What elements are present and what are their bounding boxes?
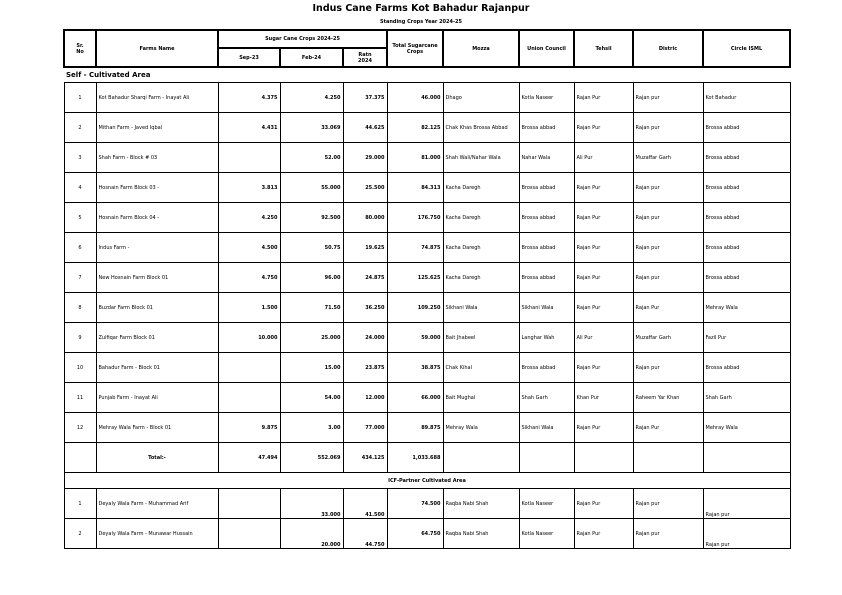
sr-cell: 10 bbox=[64, 353, 96, 383]
union-council-cell: Langhar Wah bbox=[519, 323, 574, 353]
self-cultivated-rows bbox=[64, 83, 790, 443]
table-row bbox=[64, 83, 790, 113]
district-cell: Rajan pur bbox=[633, 263, 703, 293]
total-mozza bbox=[443, 443, 519, 473]
table-row bbox=[64, 413, 790, 443]
union-council-cell: Kotla Naseer bbox=[519, 489, 574, 519]
feb-cell: 4.250 bbox=[280, 83, 343, 113]
sr-cell: 4 bbox=[64, 173, 96, 203]
table-row bbox=[64, 353, 790, 383]
feb-cell: 96.00 bbox=[280, 263, 343, 293]
total-ratn: 434.125 bbox=[343, 443, 387, 473]
tehsil-cell: Rajan Pur bbox=[574, 353, 633, 383]
ratn-cell: 19.625 bbox=[343, 233, 387, 263]
union-council-cell: Shah Garh bbox=[519, 383, 574, 413]
ratn-cell: 25.500 bbox=[343, 173, 387, 203]
mozza-cell: Chak Khas Brossa Abbad bbox=[443, 113, 519, 143]
ratn-cell: 44.750 bbox=[343, 519, 387, 549]
total-cell: 38.875 bbox=[387, 353, 443, 383]
mozza-cell: Kacha Daregh bbox=[443, 203, 519, 233]
tehsil-cell: Khan Pur bbox=[574, 383, 633, 413]
ratn-cell: 44.625 bbox=[343, 113, 387, 143]
circle-cell: Brossa abbad bbox=[703, 173, 790, 203]
sr-cell: 1 bbox=[64, 489, 96, 519]
ratn-cell: 24.000 bbox=[343, 323, 387, 353]
ratn-cell: 23.875 bbox=[343, 353, 387, 383]
header-sep: Sep-23 bbox=[218, 48, 280, 67]
sep-cell bbox=[218, 353, 280, 383]
sep-cell: 4.375 bbox=[218, 83, 280, 113]
total-cell: 74.875 bbox=[387, 233, 443, 263]
tehsil-cell: Rajan Pur bbox=[574, 233, 633, 263]
circle-cell: Brossa abbad bbox=[703, 233, 790, 263]
feb-cell: 3.00 bbox=[280, 413, 343, 443]
total-cell: 125.625 bbox=[387, 263, 443, 293]
ratn-cell: 41.500 bbox=[343, 489, 387, 519]
total-circle bbox=[703, 443, 790, 473]
total-cell: 46.000 bbox=[387, 83, 443, 113]
sr-cell: 5 bbox=[64, 203, 96, 233]
sr-cell: 11 bbox=[64, 383, 96, 413]
mozza-cell: Mehray Wala bbox=[443, 413, 519, 443]
header-circle: Circle ISML bbox=[703, 30, 790, 67]
feb-cell: 52.00 bbox=[280, 143, 343, 173]
standing-crops-table bbox=[63, 29, 791, 549]
header-ratn: Ratn 2024 bbox=[343, 48, 387, 67]
circle-cell: Brossa abbad bbox=[703, 113, 790, 143]
section-self-cultivated: Self - Cultivated Area bbox=[64, 67, 790, 83]
union-council-cell: Brossa abbad bbox=[519, 353, 574, 383]
tehsil-cell: Rajan Pur bbox=[574, 293, 633, 323]
feb-cell: 50.75 bbox=[280, 233, 343, 263]
header-mozza: Mozza bbox=[443, 30, 519, 67]
table-row bbox=[64, 489, 790, 519]
feb-cell: 25.000 bbox=[280, 323, 343, 353]
circle-cell: Shah Garh bbox=[703, 383, 790, 413]
farm-name-cell: Deyaly Wala Farm - Muhammad Arif bbox=[96, 489, 218, 519]
union-council-cell: Kotla Naseer bbox=[519, 519, 574, 549]
tehsil-cell: Rajan Pur bbox=[574, 113, 633, 143]
total-union bbox=[519, 443, 574, 473]
sr-cell: 12 bbox=[64, 413, 96, 443]
district-cell: Rajan pur bbox=[633, 203, 703, 233]
total-cell: 89.875 bbox=[387, 413, 443, 443]
farm-name-cell: Kot Bahadur Sharqi Farm - Inayat Ali bbox=[96, 83, 218, 113]
ratn-cell: 77.000 bbox=[343, 413, 387, 443]
farm-name-cell: Bahadur Farm - Block 01 bbox=[96, 353, 218, 383]
tehsil-cell: Rajan Pur bbox=[574, 83, 633, 113]
header-sr-no: Sr. No bbox=[64, 30, 96, 67]
farm-name-cell: Mehray Wala Farm - Block 01 bbox=[96, 413, 218, 443]
mozza-cell: Bait Jhabeel bbox=[443, 323, 519, 353]
district-cell: Rajan Pur bbox=[633, 293, 703, 323]
farm-name-cell: Buzdar Farm Block 01 bbox=[96, 293, 218, 323]
circle-cell: Brossa abbad bbox=[703, 143, 790, 173]
table-row bbox=[64, 293, 790, 323]
tehsil-cell: Rajan Pur bbox=[574, 489, 633, 519]
header-feb: Feb-24 bbox=[280, 48, 343, 67]
feb-cell: 15.00 bbox=[280, 353, 343, 383]
total-district bbox=[633, 443, 703, 473]
feb-cell: 55.000 bbox=[280, 173, 343, 203]
ratn-cell: 29.000 bbox=[343, 143, 387, 173]
total-label: Total:- bbox=[96, 443, 218, 473]
header-farm-name: Farms Name bbox=[96, 30, 218, 67]
feb-cell: 33.000 bbox=[280, 489, 343, 519]
district-cell: Rajan pur bbox=[633, 233, 703, 263]
ratn-cell: 36.250 bbox=[343, 293, 387, 323]
total-cell: 84.313 bbox=[387, 173, 443, 203]
feb-cell: 71.50 bbox=[280, 293, 343, 323]
tehsil-cell: Ali Pur bbox=[574, 323, 633, 353]
union-council-cell: Brossa abbad bbox=[519, 203, 574, 233]
ratn-cell: 12.000 bbox=[343, 383, 387, 413]
total-cell: 81.000 bbox=[387, 143, 443, 173]
union-council-cell: Brossa abbad bbox=[519, 263, 574, 293]
circle-cell: Brossa abbad bbox=[703, 203, 790, 233]
sr-cell: 3 bbox=[64, 143, 96, 173]
total-sep: 47.494 bbox=[218, 443, 280, 473]
circle-cell: Rajan pur bbox=[703, 489, 790, 519]
tehsil-cell: Rajan Pur bbox=[574, 263, 633, 293]
table-row bbox=[64, 383, 790, 413]
total-cell: 74.500 bbox=[387, 489, 443, 519]
farm-name-cell: Indus Farm - bbox=[96, 233, 218, 263]
mozza-cell: Sikhani Wala bbox=[443, 293, 519, 323]
total-cell: 176.750 bbox=[387, 203, 443, 233]
circle-cell: Fazil Pur bbox=[703, 323, 790, 353]
table-row bbox=[64, 203, 790, 233]
union-council-cell: Kotla Naseer bbox=[519, 83, 574, 113]
union-council-cell: Brossa abbad bbox=[519, 173, 574, 203]
sr-cell: 2 bbox=[64, 519, 96, 549]
district-cell: Rajan pur bbox=[633, 83, 703, 113]
feb-cell: 20.000 bbox=[280, 519, 343, 549]
district-cell: Muzaffar Garh bbox=[633, 143, 703, 173]
sr-cell: 1 bbox=[64, 83, 96, 113]
partner-cultivated-rows bbox=[64, 489, 790, 549]
sr-cell: 8 bbox=[64, 293, 96, 323]
sr-cell: 9 bbox=[64, 323, 96, 353]
document-subtitle: Standing Crops Year 2024-25 bbox=[379, 19, 463, 25]
farm-name-cell: Deyaly Wala Farm - Munawar Hussain bbox=[96, 519, 218, 549]
ratn-cell: 37.375 bbox=[343, 83, 387, 113]
sr-cell: 2 bbox=[64, 113, 96, 143]
tehsil-cell: Rajan Pur bbox=[574, 203, 633, 233]
sep-cell: 4.431 bbox=[218, 113, 280, 143]
mozza-cell: Shah Wali/Nahar Wala bbox=[443, 143, 519, 173]
union-council-cell: Sikhani Wala bbox=[519, 413, 574, 443]
total-sr bbox=[64, 443, 96, 473]
table-row bbox=[64, 113, 790, 143]
total-cell: 59.000 bbox=[387, 323, 443, 353]
total-tehsil bbox=[574, 443, 633, 473]
header-tehsil: Tehsil bbox=[574, 30, 633, 67]
district-cell: Rajan pur bbox=[633, 489, 703, 519]
table-row bbox=[64, 143, 790, 173]
circle-cell: Mehray Wala bbox=[703, 293, 790, 323]
circle-cell: Brossa abbad bbox=[703, 263, 790, 293]
total-cell: 64.750 bbox=[387, 519, 443, 549]
mozza-cell: Kacha Daregh bbox=[443, 173, 519, 203]
tehsil-cell: Rajan Pur bbox=[574, 413, 633, 443]
circle-cell: Rajan pur bbox=[703, 519, 790, 549]
district-cell: Muzaffar Garh bbox=[633, 323, 703, 353]
section-partner-cultivated: ICF-Partner Cultivated Area bbox=[64, 473, 790, 489]
total-cell: 82.125 bbox=[387, 113, 443, 143]
farm-name-cell: New Hosnain Farm Block 01 bbox=[96, 263, 218, 293]
union-council-cell: Sikhani Wala bbox=[519, 293, 574, 323]
header-district: Distric bbox=[633, 30, 703, 67]
table-row bbox=[64, 263, 790, 293]
circle-cell: Brossa abbad bbox=[703, 353, 790, 383]
circle-cell: Mehray Wala bbox=[703, 413, 790, 443]
mozza-cell: Chak Kihal bbox=[443, 353, 519, 383]
total-sugarcane: 1,033.688 bbox=[387, 443, 443, 473]
union-council-cell: Brossa abbad bbox=[519, 113, 574, 143]
sep-cell: 4.500 bbox=[218, 233, 280, 263]
total-feb: 552.069 bbox=[280, 443, 343, 473]
sr-cell: 7 bbox=[64, 263, 96, 293]
farm-name-cell: Punjab Farm - Inayat Ali bbox=[96, 383, 218, 413]
sep-cell: 10.000 bbox=[218, 323, 280, 353]
sep-cell bbox=[218, 519, 280, 549]
header-sugarcane-group: Sugar Cane Crops 2024-25 bbox=[218, 30, 387, 48]
district-cell: Raheem Yar Khan bbox=[633, 383, 703, 413]
sep-cell bbox=[218, 143, 280, 173]
mozza-cell: Dhago bbox=[443, 83, 519, 113]
mozza-cell: Kacha Daregh bbox=[443, 233, 519, 263]
table-row bbox=[64, 233, 790, 263]
district-cell: Rajan Pur bbox=[633, 413, 703, 443]
mozza-cell: Kacha Daregh bbox=[443, 263, 519, 293]
header-union-council: Union Council bbox=[519, 30, 574, 67]
district-cell: Rajan pur bbox=[633, 173, 703, 203]
feb-cell: 54.00 bbox=[280, 383, 343, 413]
sr-cell: 6 bbox=[64, 233, 96, 263]
total-cell: 66.000 bbox=[387, 383, 443, 413]
document-title: Indus Cane Farms Kot Bahadur Rajanpur bbox=[312, 3, 530, 14]
ratn-cell: 80.000 bbox=[343, 203, 387, 233]
feb-cell: 92.500 bbox=[280, 203, 343, 233]
table-row bbox=[64, 173, 790, 203]
tehsil-cell: Rajan Pur bbox=[574, 519, 633, 549]
sep-cell: 1.500 bbox=[218, 293, 280, 323]
sep-cell bbox=[218, 383, 280, 413]
district-cell: Rajan pur bbox=[633, 519, 703, 549]
sep-cell: 3.813 bbox=[218, 173, 280, 203]
sep-cell: 4.250 bbox=[218, 203, 280, 233]
feb-cell: 33.069 bbox=[280, 113, 343, 143]
sep-cell: 4.750 bbox=[218, 263, 280, 293]
ratn-cell: 24.875 bbox=[343, 263, 387, 293]
district-cell: Rajan pur bbox=[633, 113, 703, 143]
sep-cell: 9.875 bbox=[218, 413, 280, 443]
header-total: Total Sugarcane Crops bbox=[387, 30, 443, 67]
farm-name-cell: Mithan Farm - Javed Iqbal bbox=[96, 113, 218, 143]
union-council-cell: Brossa abbad bbox=[519, 233, 574, 263]
table-row bbox=[64, 323, 790, 353]
circle-cell: Kot Bahadur bbox=[703, 83, 790, 113]
table-row bbox=[64, 519, 790, 549]
farm-name-cell: Zulfiqar Farm Block 01 bbox=[96, 323, 218, 353]
mozza-cell: Bait Mughal bbox=[443, 383, 519, 413]
mozza-cell: Raqba Nabi Shah bbox=[443, 519, 519, 549]
district-cell: Rajan pur bbox=[633, 353, 703, 383]
total-cell: 109.250 bbox=[387, 293, 443, 323]
sep-cell bbox=[218, 489, 280, 519]
union-council-cell: Nahar Wala bbox=[519, 143, 574, 173]
tehsil-cell: Rajan Pur bbox=[574, 173, 633, 203]
mozza-cell: Raqba Nabi Shah bbox=[443, 489, 519, 519]
farm-name-cell: Hosnain Farm Block 03 - bbox=[96, 173, 218, 203]
farm-name-cell: Hosnain Farm Block 04 - bbox=[96, 203, 218, 233]
tehsil-cell: Ali Pur bbox=[574, 143, 633, 173]
farm-name-cell: Shah Farm - Block # 03 bbox=[96, 143, 218, 173]
